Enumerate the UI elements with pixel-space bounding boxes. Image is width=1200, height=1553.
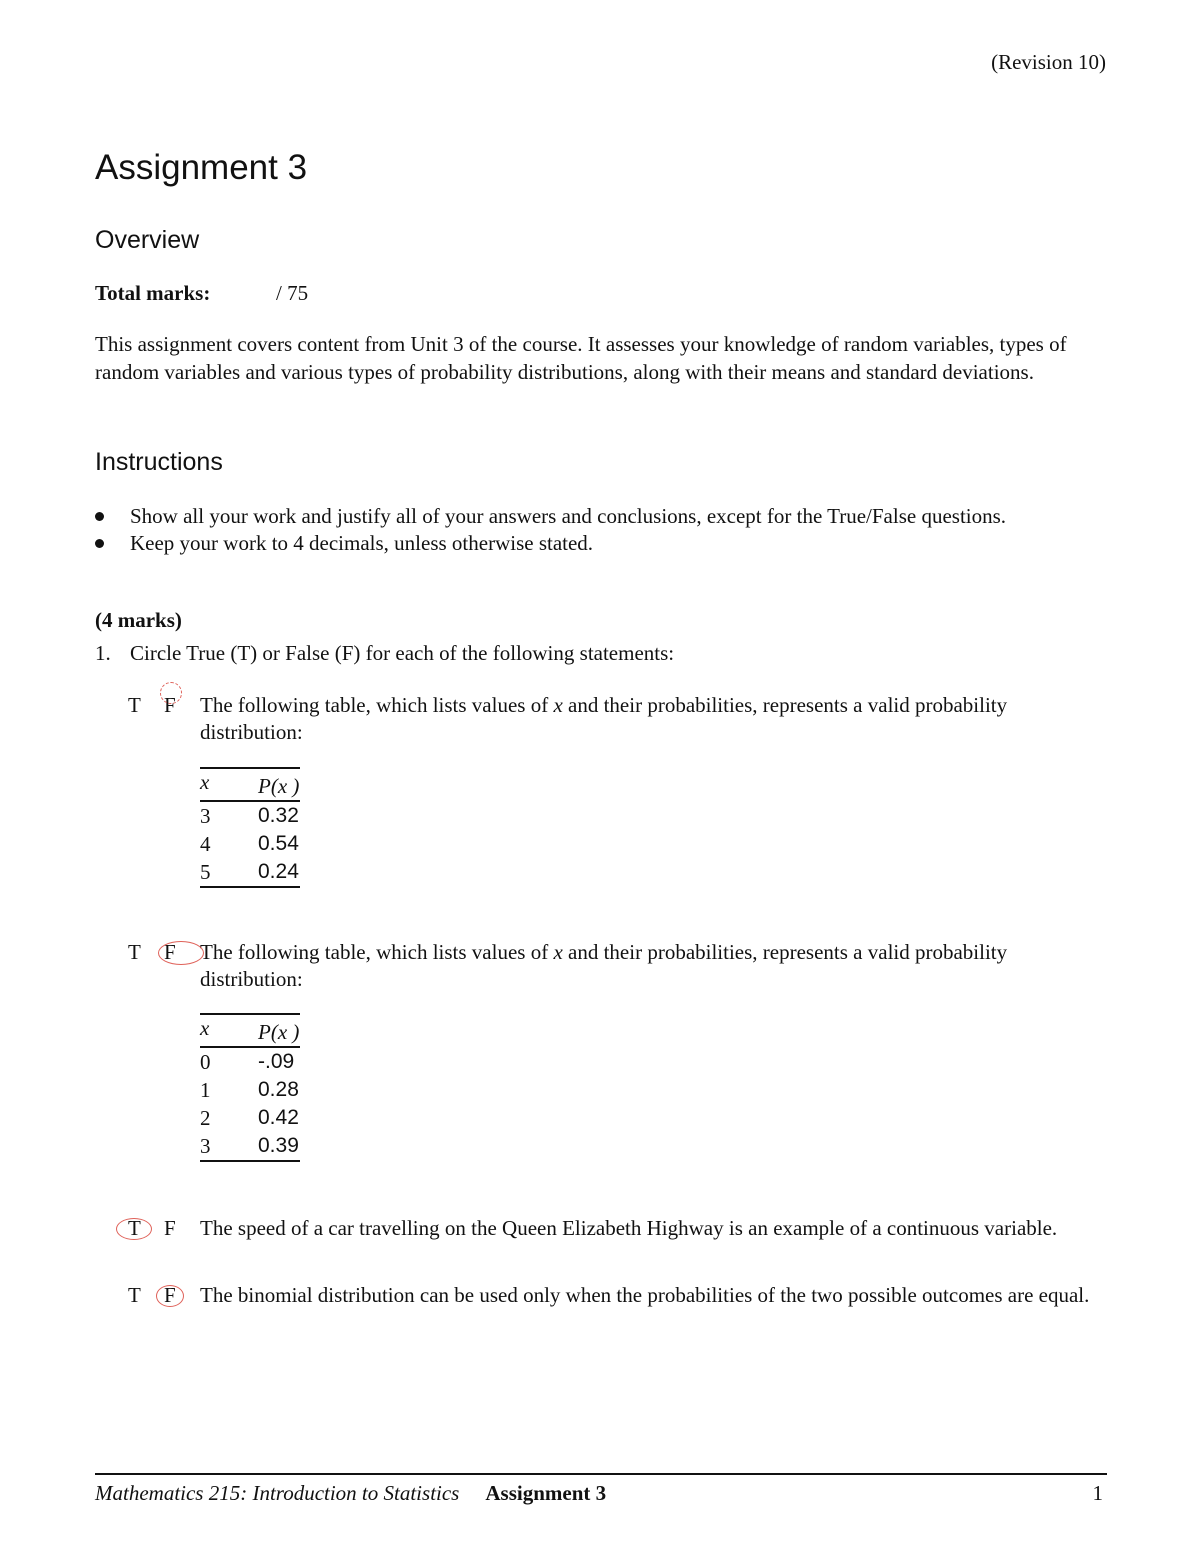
tf-statement-2	[128, 939, 1128, 993]
true-option[interactable]: T	[128, 1216, 141, 1240]
col-p-header: P(x )	[258, 774, 300, 798]
table-row	[200, 830, 300, 858]
tf-statement-1	[128, 692, 1128, 746]
table-row	[200, 1104, 300, 1132]
true-option[interactable]: T	[128, 1283, 141, 1307]
col-p-header: P(x )	[258, 1020, 300, 1044]
instruction-text: Show all your work and justify all of your answers and conclusions, except for the True/False questions.	[130, 504, 1007, 528]
table-row	[200, 1047, 300, 1076]
question-1-prompt	[95, 641, 674, 666]
p-value: 0.54	[258, 832, 299, 855]
p-value: 0.39	[258, 1134, 299, 1157]
p-value: -.09	[258, 1050, 295, 1073]
overview-intro: This assignment covers content from Unit 3 of the course. It assesses your knowledge of random variables, types of random variables and various types of probability distributions, along with their means and standard deviations.	[95, 332, 1067, 384]
footer-assignment: Assignment 3	[485, 1481, 607, 1505]
statement-text: The following table, which lists values of x and their probabilities, represents a valid probability distribution:	[200, 693, 1008, 744]
total-marks-value: / 75	[276, 281, 309, 305]
x-value: 1	[200, 1078, 211, 1102]
instructions-heading: Instructions	[95, 448, 223, 476]
question-number: 1.	[95, 641, 111, 665]
statement-text: The binomial distribution can be used only when the probabilities of the two possible outcomes are equal.	[200, 1283, 1090, 1307]
table-row	[200, 801, 300, 830]
table-row	[200, 1132, 300, 1161]
total-marks-label: Total marks:	[95, 281, 211, 305]
p-value: 0.24	[258, 860, 299, 883]
bullet-icon	[95, 512, 104, 521]
x-value: 2	[200, 1106, 211, 1130]
false-option[interactable]: F	[164, 940, 176, 964]
list-item	[95, 530, 1110, 557]
false-option[interactable]: F	[164, 1283, 176, 1307]
circle-mark-icon	[160, 682, 182, 704]
list-item	[95, 503, 1110, 530]
instructions-list	[95, 503, 1110, 556]
total-marks	[95, 281, 308, 306]
instruction-text: Keep your work to 4 decimals, unless otherwise stated.	[130, 530, 594, 555]
tf-statement-3	[128, 1215, 1128, 1242]
circle-mark-icon	[158, 941, 204, 965]
false-option[interactable]: F	[164, 693, 176, 717]
page-title: Assignment 3	[95, 148, 308, 187]
table-row	[200, 1076, 300, 1104]
table-header-row	[200, 1014, 300, 1047]
circle-mark-icon	[116, 1218, 152, 1240]
question-marks: (4 marks)	[95, 608, 182, 632]
x-value: 4	[200, 832, 211, 856]
page-footer	[95, 1481, 1107, 1506]
page-number: 1	[1092, 1481, 1103, 1505]
question-prompt: Circle True (T) or False (F) for each of the following statements:	[130, 641, 675, 665]
tf-statement-4	[128, 1282, 1128, 1309]
true-option[interactable]: T	[128, 693, 141, 717]
p-value: 0.28	[258, 1078, 299, 1101]
probability-table-2	[200, 1013, 300, 1162]
table-header-row	[200, 768, 300, 801]
footer-course: Mathematics 215: Introduction to Statistics	[95, 1481, 460, 1505]
bullet-icon	[95, 539, 104, 548]
x-value: 0	[200, 1050, 211, 1074]
x-value: 5	[200, 860, 211, 884]
p-value: 0.32	[258, 804, 299, 827]
col-x-header: x	[200, 770, 210, 794]
probability-table-1	[200, 767, 300, 888]
footer-rule	[95, 1473, 1107, 1475]
false-option[interactable]: F	[164, 1216, 176, 1240]
true-option[interactable]: T	[128, 940, 141, 964]
circle-mark-icon	[156, 1285, 184, 1307]
revision-label: (Revision 10)	[991, 50, 1106, 74]
statement-text: The following table, which lists values of x and their probabilities, represents a valid probability distribution:	[200, 940, 1008, 991]
overview-heading: Overview	[95, 226, 200, 254]
x-value: 3	[200, 1134, 211, 1158]
p-value: 0.42	[258, 1106, 299, 1129]
col-x-header: x	[200, 1016, 210, 1040]
statement-text: The speed of a car travelling on the Queen Elizabeth Highway is an example of a continuous variable.	[200, 1216, 1058, 1240]
x-value: 3	[200, 804, 211, 828]
table-row	[200, 858, 300, 887]
